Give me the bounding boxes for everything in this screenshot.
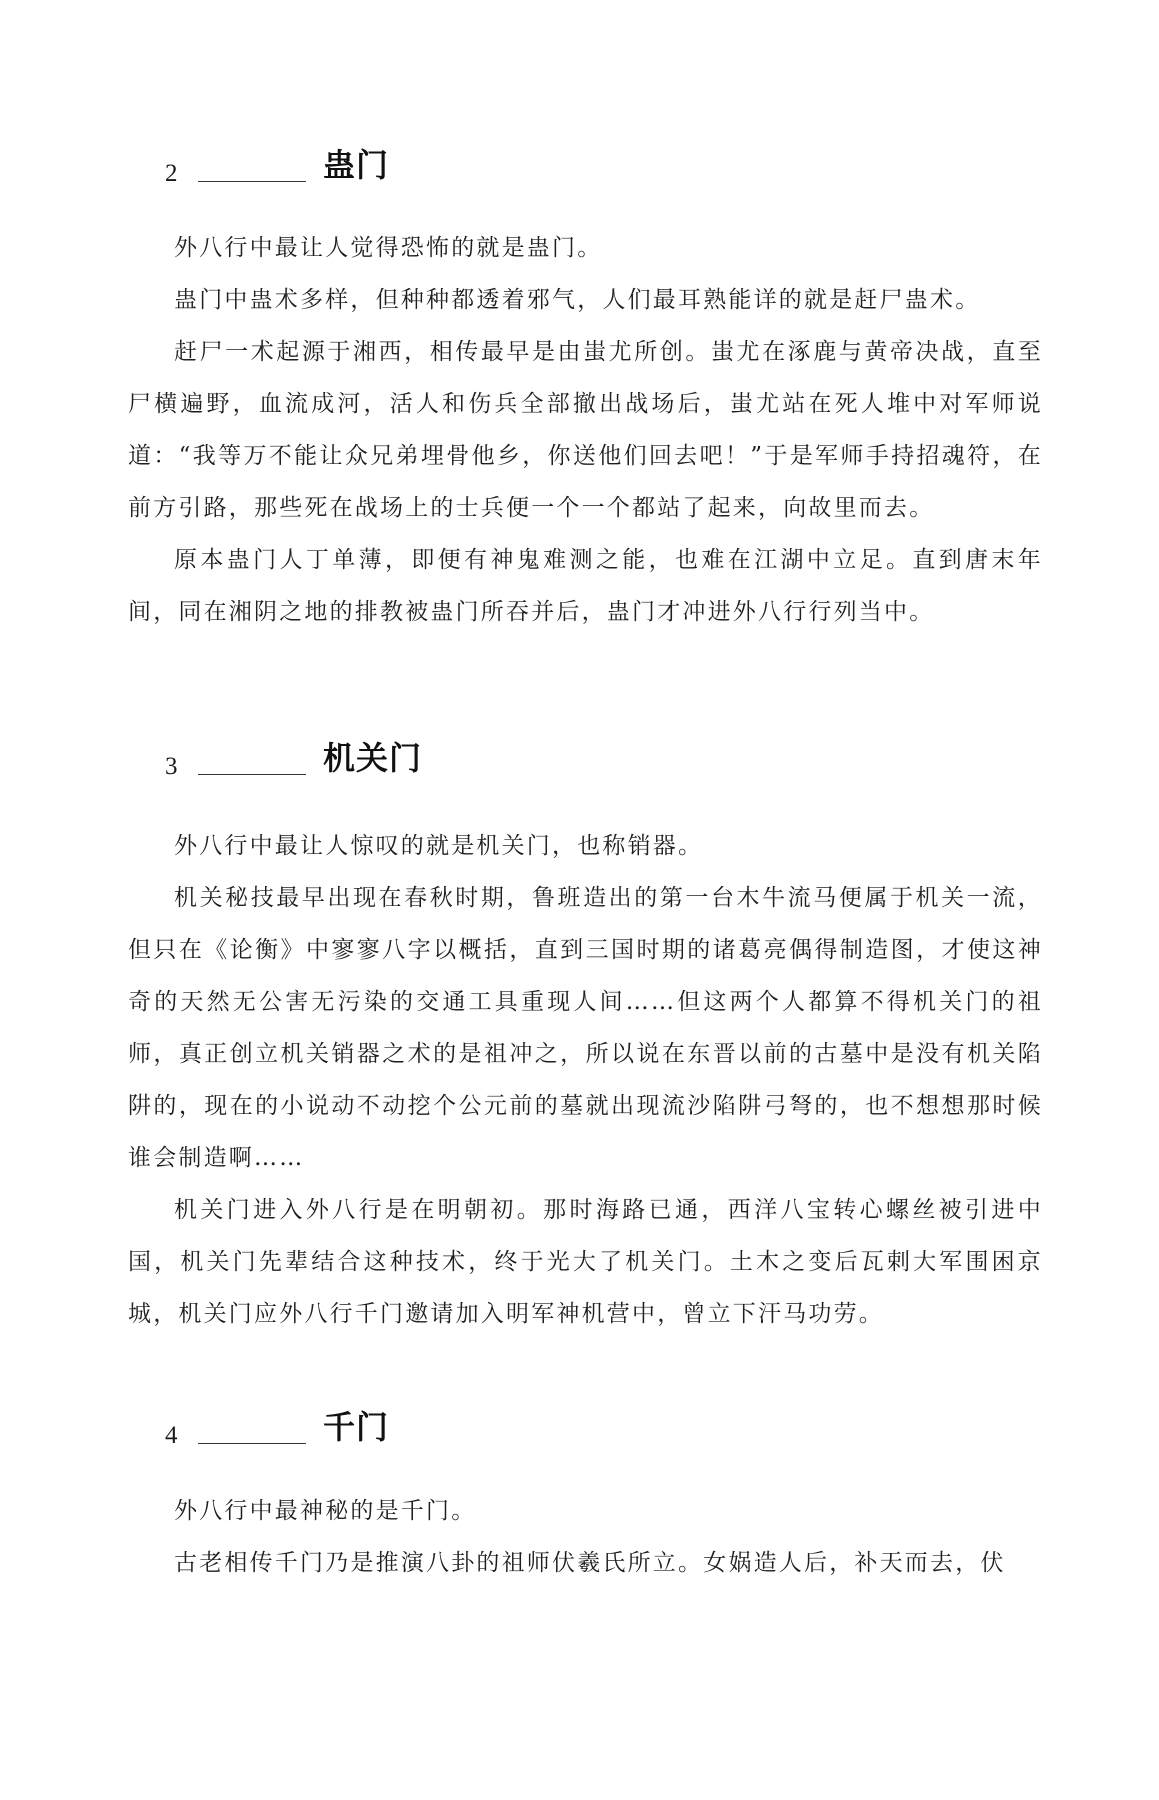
section-number: 3	[165, 753, 178, 780]
section-heading	[0, 140, 1159, 200]
section-body	[128, 222, 1043, 638]
section-title: 机关门	[323, 739, 423, 777]
paragraph: 蛊门中蛊术多样，但种种都透着邪气，人们最耳熟能详的就是赶尸蛊术。	[174, 287, 981, 313]
section-title: 蛊门	[323, 146, 390, 184]
section-number: 4	[165, 1422, 178, 1449]
heading-rule	[198, 1443, 306, 1444]
section-jiguan-men	[0, 733, 1159, 1327]
section-number: 2	[165, 160, 178, 187]
paragraph: 原本蛊门人丁单薄，即便有神鬼难测之能，也难在江湖中立足。直到唐末年间，同在湘阴之地的排教被蛊门所吞并后，蛊门才冲进外八行行列当中。	[128, 547, 1043, 625]
section-body	[128, 1485, 1043, 1589]
section-qian-men	[0, 1402, 1159, 1576]
paragraph: 机关秘技最早出现在春秋时期，鲁班造出的第一台木牛流马便属于机关一流，但只在《论衡》中寥寥八字以概括，直到三国时期的诸葛亮偶得制造图，才使这神奇的天然无公害无污染的交通工具重现人间……但这两个人都算不得机关门的祖师，真正创立机关销器之术的是祖冲之，所以说在东晋以前的古墓中是没有机关陷阱的，现在的小说动不动挖个公元前的墓就出现流沙陷阱弓弩的，也不想想那时候谁会制造啊……	[128, 885, 1043, 1171]
paragraph: 古老相传千门乃是推演八卦的祖师伏羲氏所立。女娲造人后，补天而去，伏	[174, 1550, 1006, 1576]
section-title: 千门	[323, 1408, 390, 1446]
paragraph: 机关门进入外八行是在明朝初。那时海路已通，西洋八宝转心螺丝被引进中国，机关门先辈结合这种技术，终于光大了机关门。土木之变后瓦剌大军围困京城，机关门应外八行千门邀请加入明军神机营中，曾立下汗马功劳。	[128, 1197, 1043, 1327]
paragraph: 外八行中最神秘的是千门。	[174, 1498, 477, 1524]
section-heading	[0, 1402, 1159, 1462]
heading-rule	[198, 774, 306, 775]
section-body	[128, 820, 1043, 1340]
paragraph: 外八行中最让人觉得恐怖的就是蛊门。	[174, 235, 603, 261]
paragraph: 外八行中最让人惊叹的就是机关门，也称销器。	[174, 833, 704, 859]
section-gu-men	[0, 140, 1159, 625]
heading-rule	[198, 181, 306, 182]
section-heading	[0, 733, 1159, 793]
paragraph: 赶尸一术起源于湘西，相传最早是由蚩尤所创。蚩尤在涿鹿与黄帝决战，直至尸横遍野，血流成河，活人和伤兵全部撤出战场后，蚩尤站在死人堆中对军师说道：“我等万不能让众兄弟埋骨他乡，你送他们回去吧！”于是军师手持招魂符，在前方引路，那些死在战场上的士兵便一个一个都站了起来，向故里而去。	[128, 339, 1043, 521]
